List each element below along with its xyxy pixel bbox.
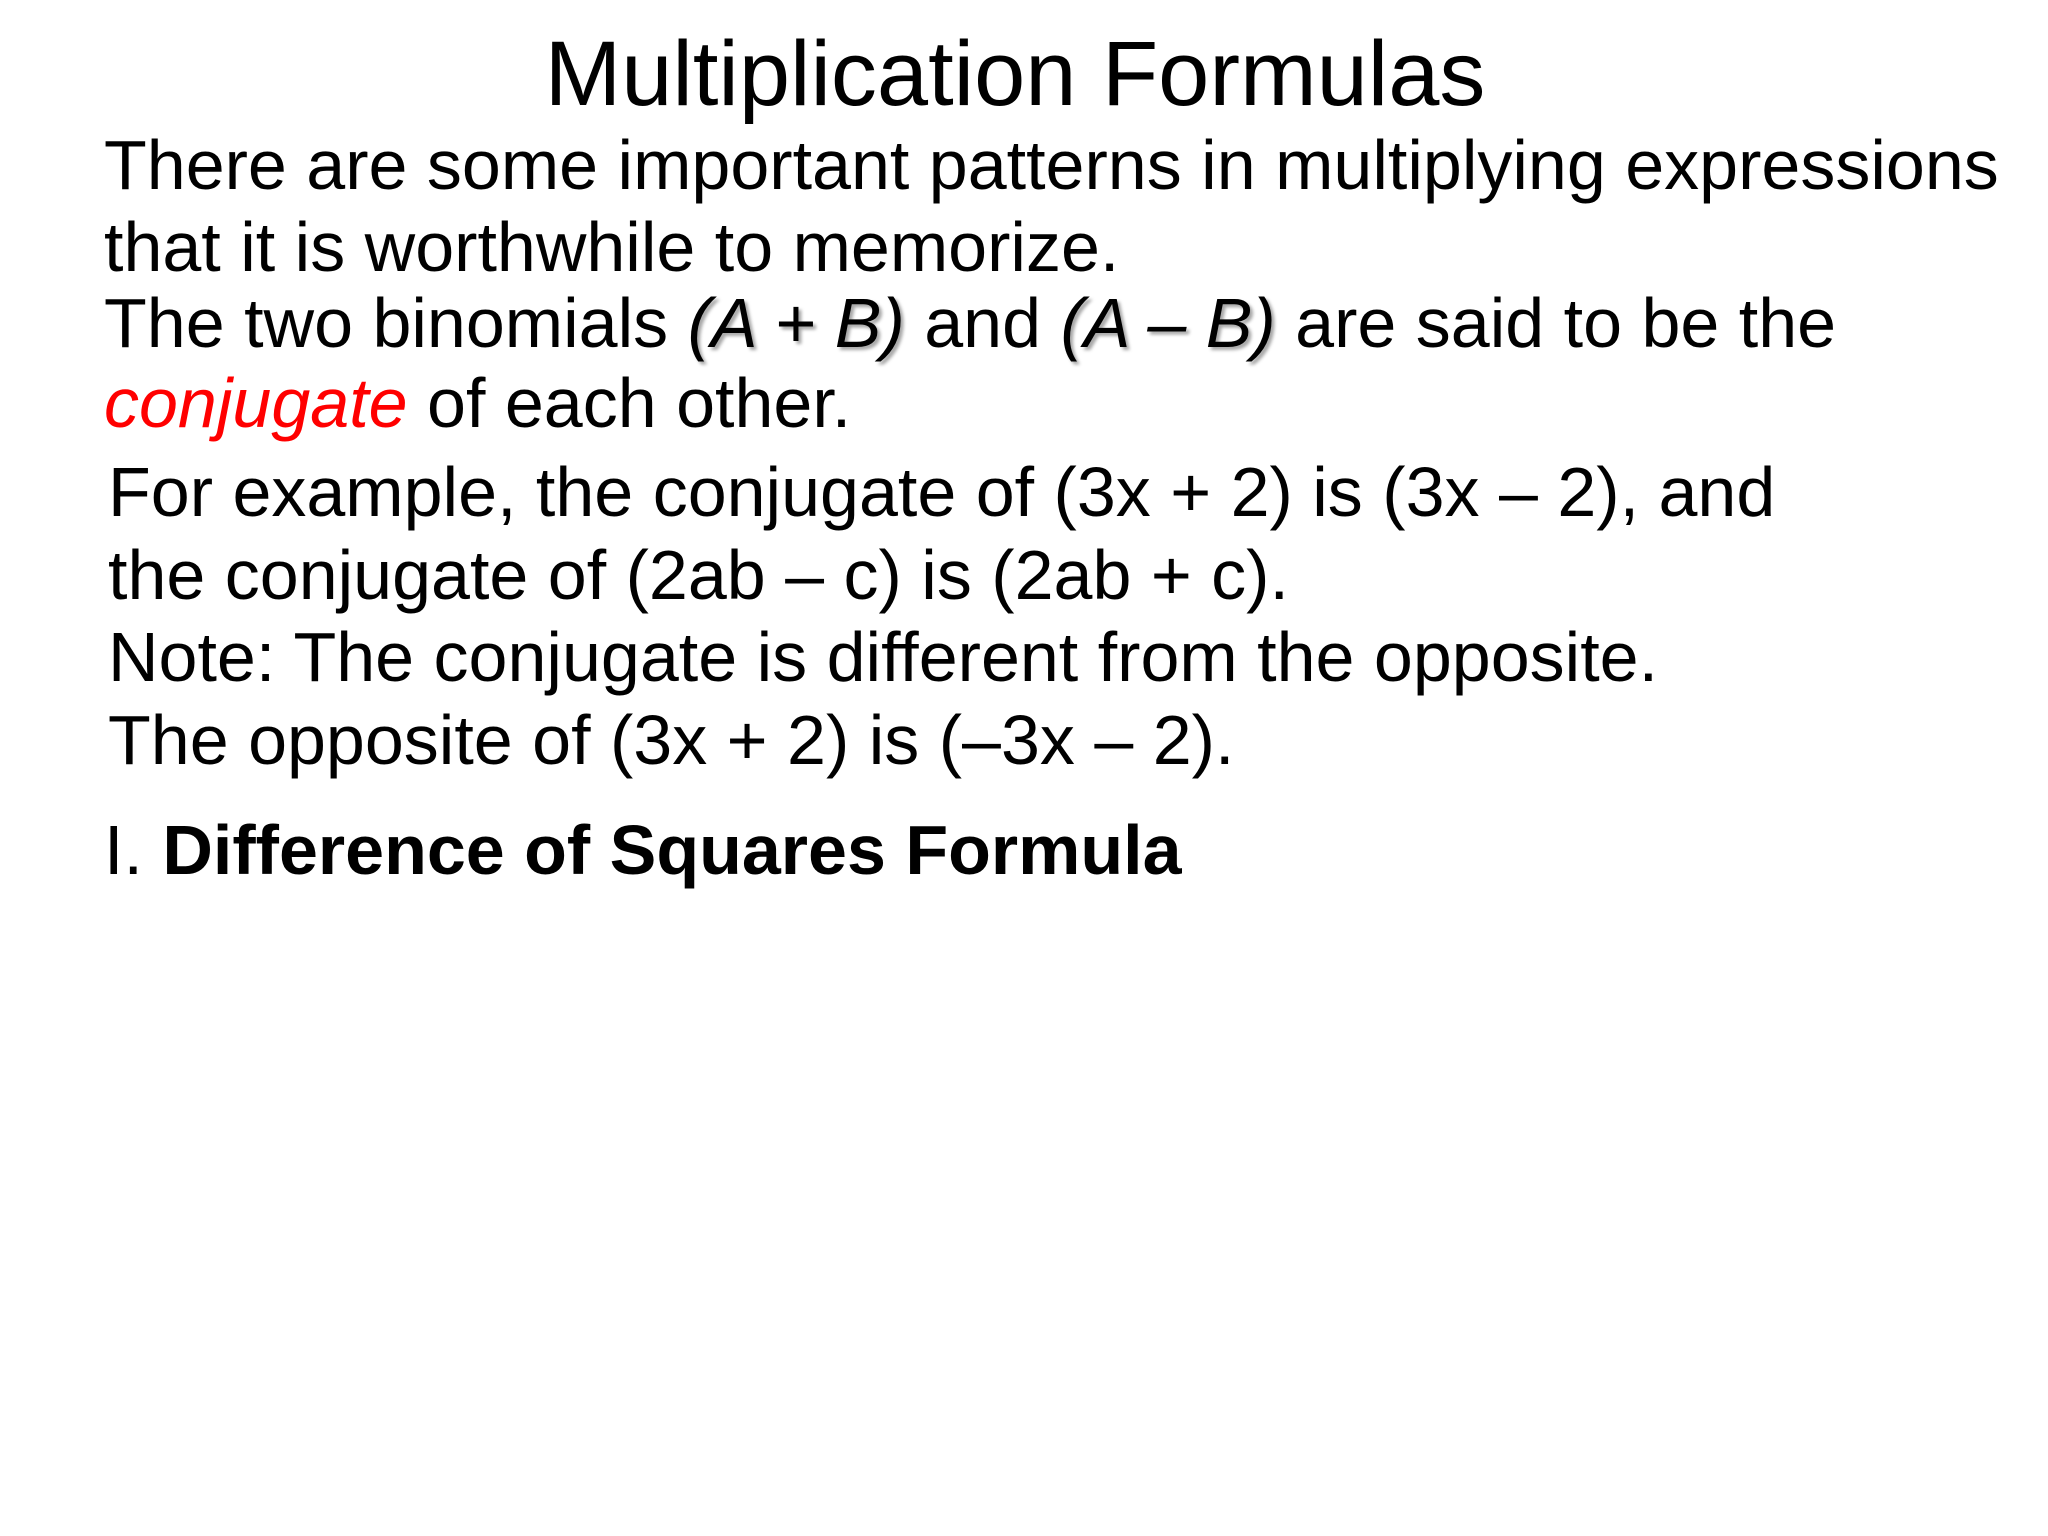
- conjugate-suffix: of each other.: [407, 364, 852, 442]
- example-line-1: For example, the conjugate of (3x + 2) is (3x – 2), and: [108, 453, 1776, 531]
- binomials-prefix: The two binomials: [104, 284, 688, 362]
- binomials-and: and: [904, 284, 1061, 362]
- slide-title: Multiplication Formulas: [544, 23, 1486, 125]
- binomial-a-plus-b: (A + B): [687, 284, 905, 362]
- example-line-2: the conjugate of (2ab – c) is (2ab + c).: [108, 536, 1289, 614]
- note-line: Note: The conjugate is different from the opposite.: [108, 618, 1659, 696]
- binomials-line: [104, 283, 1836, 363]
- section-number: I.: [104, 811, 163, 889]
- section-heading: [104, 810, 1182, 890]
- intro-line-2: that it is worthwhile to memorize.: [104, 208, 1120, 286]
- opposite-line: The opposite of (3x + 2) is (–3x – 2).: [108, 701, 1235, 779]
- intro-line-1: There are some important patterns in multiplying expressions: [104, 126, 1999, 204]
- binomial-a-minus-b: (A – B): [1060, 284, 1276, 362]
- binomials-suffix: are said to be the: [1275, 284, 1837, 362]
- conjugate-line: [104, 363, 851, 443]
- conjugate-term: conjugate: [104, 364, 408, 442]
- section-title: Difference of Squares Formula: [162, 811, 1182, 889]
